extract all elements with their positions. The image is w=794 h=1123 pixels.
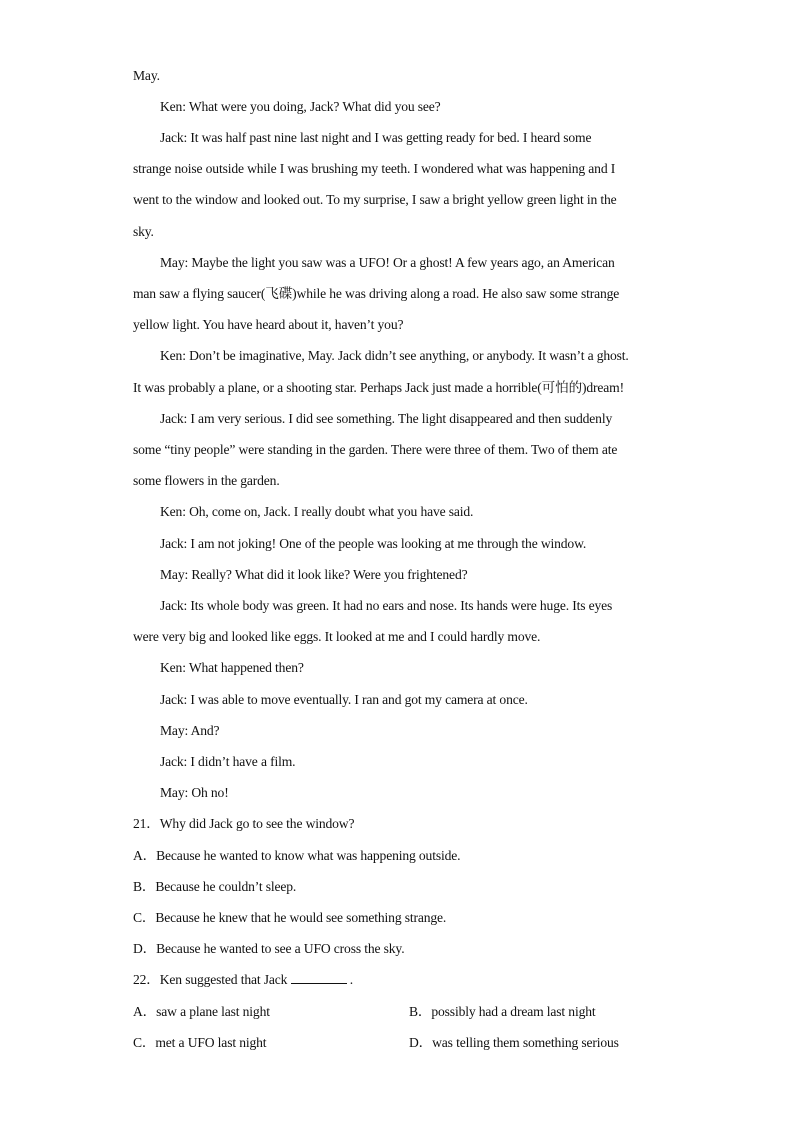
passage-line: May: Really? What did it look like? Were you frightened? xyxy=(160,567,468,582)
option-text: met a UFO last night xyxy=(155,1035,267,1050)
question-text-end: . xyxy=(349,972,354,987)
passage-line: Jack: It was half past nine last night and I was getting ready for bed. I heard some xyxy=(160,130,592,145)
option-label: B． xyxy=(409,1004,432,1019)
option-label: A． xyxy=(133,1004,157,1019)
question-21-option-b[interactable] xyxy=(133,878,663,896)
passage-line: Ken: Oh, come on, Jack. I really doubt what you have said. xyxy=(160,504,474,519)
passage-line: Jack: Its whole body was green. It had no ears and nose. Its hands were huge. Its eyes xyxy=(160,598,613,613)
passage-line: May: Maybe the light you saw was a UFO! Or a ghost! A few years ago, an American xyxy=(160,255,615,270)
option-text: Because he knew that he would see something strange. xyxy=(155,910,447,925)
passage-line: some “tiny people” were standing in the garden. There were three of them. Two of them ate xyxy=(133,442,618,457)
passage-line: Jack: I am very serious. I did see something. The light disappeared and then suddenly xyxy=(160,411,613,426)
option-label: B． xyxy=(133,879,156,894)
passage-line: Jack: I am not joking! One of the people was looking at me through the window. xyxy=(160,536,587,551)
question-22-option-d[interactable] xyxy=(409,1034,669,1052)
passage-line: It was probably a plane, or a shooting star. Perhaps Jack just made a horrible(可怕的)dream! xyxy=(133,380,624,395)
question-22-stem xyxy=(133,971,663,989)
question-21-option-d[interactable] xyxy=(133,940,663,958)
option-text: was telling them something serious xyxy=(432,1035,619,1050)
option-label: A． xyxy=(133,848,157,863)
passage-line: Jack: I was able to move eventually. I ran and got my camera at once. xyxy=(160,692,528,707)
option-label: D． xyxy=(133,941,157,956)
question-21-option-a[interactable] xyxy=(133,847,663,865)
question-number: 21． xyxy=(133,816,160,831)
option-text: Because he wanted to know what was happening outside. xyxy=(156,848,461,863)
passage-line: May: Oh no! xyxy=(160,785,229,800)
question-22-option-a[interactable] xyxy=(133,1003,393,1021)
passage-line: Jack: I didn’t have a film. xyxy=(160,754,296,769)
passage-line: man saw a flying saucer(飞碟)while he was driving along a road. He also saw some strange xyxy=(133,286,620,301)
question-21-stem xyxy=(133,815,663,833)
passage-line: Ken: What happened then? xyxy=(160,660,304,675)
passage-line: were very big and looked like eggs. It looked at me and I could hardly move. xyxy=(133,629,541,644)
passage-line: Ken: Don’t be imaginative, May. Jack didn’t see anything, or anybody. It wasn’t a ghost. xyxy=(160,348,629,363)
passage-line: strange noise outside while I was brushing my teeth. I wondered what was happening and I xyxy=(133,161,616,176)
question-text: Ken suggested that Jack xyxy=(159,972,288,987)
option-label: C． xyxy=(133,910,156,925)
passage-line: went to the window and looked out. To my surprise, I saw a bright yellow green light in the xyxy=(133,192,617,207)
answer-blank xyxy=(291,971,347,984)
passage-line: May: And? xyxy=(160,723,220,738)
passage-line: yellow light. You have heard about it, haven’t you? xyxy=(133,317,404,332)
passage-line: Ken: What were you doing, Jack? What did you see? xyxy=(160,99,441,114)
passage-line: sky. xyxy=(133,224,154,239)
passage-line: some flowers in the garden. xyxy=(133,473,280,488)
question-22-option-b[interactable] xyxy=(409,1003,669,1021)
question-number: 22． xyxy=(133,972,160,987)
option-text: Because he couldn’t sleep. xyxy=(155,879,297,894)
question-22-option-c[interactable] xyxy=(133,1034,393,1052)
question-text: Why did Jack go to see the window? xyxy=(159,816,355,831)
option-label: C． xyxy=(133,1035,156,1050)
question-21-option-c[interactable] xyxy=(133,909,663,927)
option-label: D． xyxy=(409,1035,433,1050)
passage-line: May. xyxy=(133,68,160,83)
option-text: possibly had a dream last night xyxy=(431,1004,596,1019)
option-text: saw a plane last night xyxy=(156,1004,270,1019)
option-text: Because he wanted to see a UFO cross the sky. xyxy=(156,941,405,956)
